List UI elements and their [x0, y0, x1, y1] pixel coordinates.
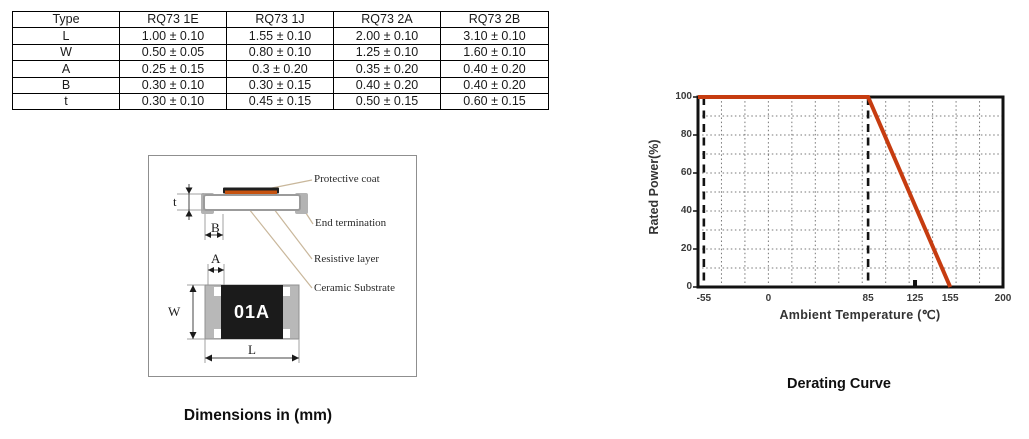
x-tick-label: 85 [862, 293, 874, 304]
table-cell: 3.10 ± 0.10 [441, 28, 549, 44]
x-tick-label: 125 [906, 293, 924, 304]
table-cell: 1.60 ± 0.10 [441, 44, 549, 60]
callout-protective-coat: Protective coat [314, 173, 380, 185]
y-tick-label: 40 [680, 205, 692, 216]
table-cell: 1.25 ± 0.10 [334, 44, 441, 60]
chart-caption: Derating Curve [787, 376, 891, 392]
arrow-icon [292, 355, 299, 362]
chip-drawing [149, 156, 416, 376]
callout-ceramic-substrate: Ceramic Substrate [314, 282, 395, 294]
arrow-icon [186, 210, 193, 217]
table-cell: 0.30 ± 0.10 [120, 93, 227, 109]
a-extension-lines [208, 264, 224, 285]
x-tick-label: 0 [765, 293, 772, 304]
table-cell: 0.40 ± 0.20 [334, 77, 441, 93]
table-cell: 0.45 ± 0.15 [227, 93, 334, 109]
row-label: A [13, 61, 120, 77]
dim-label-l: L [248, 342, 256, 357]
dimension-spec-table [12, 11, 549, 110]
t-extension-lines [177, 194, 204, 210]
y-tick-label: 80 [680, 129, 692, 140]
row-label: L [13, 28, 120, 44]
table-cell: 0.25 ± 0.15 [120, 61, 227, 77]
table-cell: 2.00 ± 0.10 [334, 28, 441, 44]
table-cell: 0.30 ± 0.10 [120, 77, 227, 93]
chip-marking-text: 01A [233, 302, 271, 322]
column-header-rq73-1j: RQ73 1J [227, 12, 334, 28]
table-cell: 0.40 ± 0.20 [441, 61, 549, 77]
table-cell: 0.50 ± 0.05 [120, 44, 227, 60]
table-row [13, 28, 549, 44]
row-label: B [13, 77, 120, 93]
column-header-rq73-2a: RQ73 2A [334, 12, 441, 28]
callout-resistive-layer: Resistive layer [314, 253, 380, 265]
table-cell: 0.30 ± 0.15 [227, 77, 334, 93]
arrow-icon [186, 188, 193, 195]
arrow-icon [218, 267, 224, 273]
row-label: W [13, 44, 120, 60]
x-tick-label: -55 [696, 293, 712, 304]
arrow-icon [190, 332, 197, 339]
table-row [13, 77, 549, 93]
derating-chart [640, 55, 1020, 325]
gridlines [698, 97, 1003, 287]
arrow-icon [205, 355, 212, 362]
table-cell: 1.00 ± 0.10 [120, 28, 227, 44]
column-header-rq73-2b: RQ73 2B [441, 12, 549, 28]
y-tick-label: 100 [675, 91, 692, 102]
dim-label-a: A [211, 251, 221, 266]
callout-end-termination: End termination [315, 217, 387, 229]
table-row [13, 44, 549, 60]
y-tick-label: 20 [680, 243, 692, 254]
w-extension-lines [187, 285, 205, 339]
column-header-rq73-1e: RQ73 1E [120, 12, 227, 28]
table-cell: 0.60 ± 0.15 [441, 93, 549, 109]
resistive-layer-strip [225, 191, 277, 195]
table-row [13, 93, 549, 109]
column-header-type: Type [13, 12, 120, 28]
table-cell: 0.35 ± 0.20 [334, 61, 441, 77]
table-cell: 1.55 ± 0.10 [227, 28, 334, 44]
ceramic-substrate-body [204, 195, 300, 210]
diagram-caption: Dimensions in (mm) [183, 407, 333, 424]
table-row [13, 61, 549, 77]
derating-plot [640, 55, 1020, 325]
dashed-guide-lines [704, 97, 868, 287]
dim-label-t: t [173, 194, 177, 209]
row-label: t [13, 93, 120, 109]
table-cell: 0.80 ± 0.10 [227, 44, 334, 60]
table-cell: 0.3 ± 0.20 [227, 61, 334, 77]
table-cell: 0.40 ± 0.20 [441, 77, 549, 93]
x-tick-label: 200 [994, 293, 1012, 304]
construction-diagram [148, 155, 417, 377]
y-axis-title: Rated Power(%) [647, 139, 661, 235]
dim-label-w: W [168, 304, 181, 319]
dim-label-b: B [211, 220, 220, 235]
y-tick-label: 60 [680, 167, 692, 178]
table-cell: 0.50 ± 0.15 [334, 93, 441, 109]
table-header-row [13, 12, 549, 28]
x-tick-label: 155 [941, 293, 959, 304]
side-view [177, 184, 308, 240]
arrow-icon [190, 285, 197, 292]
y-tick-label: 0 [686, 281, 692, 292]
arrow-icon [208, 267, 214, 273]
x-axis-title: Ambient Temperature (℃) [779, 308, 941, 322]
